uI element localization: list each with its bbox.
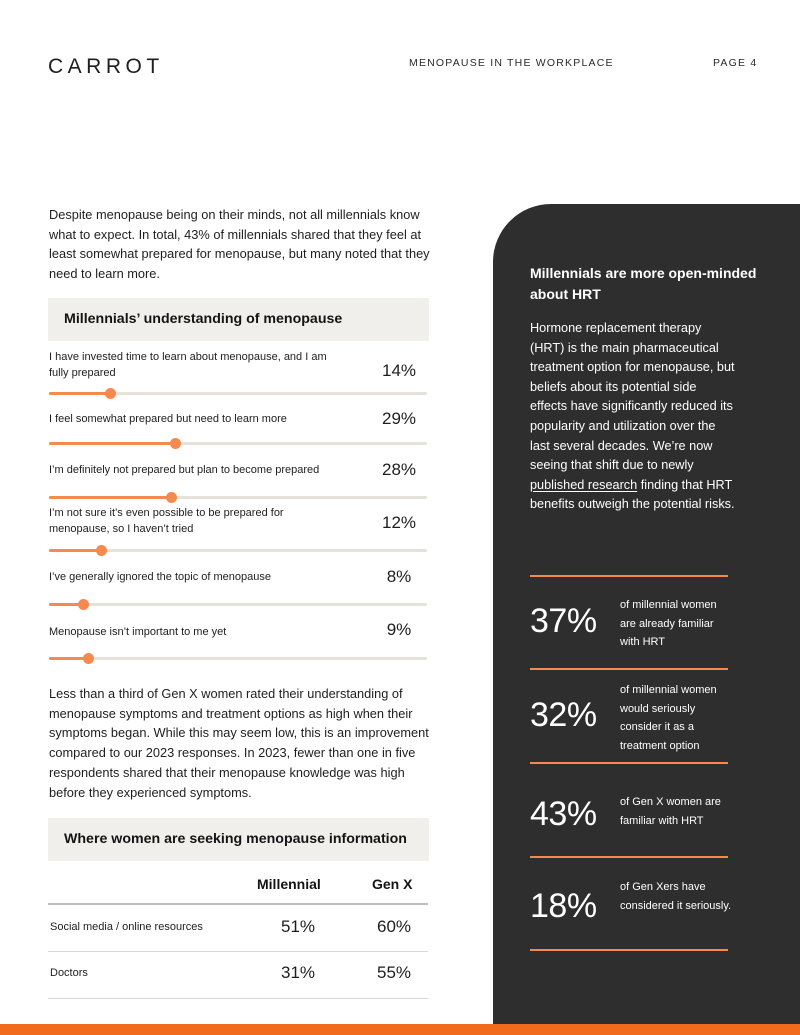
bar-percent: 8% bbox=[386, 567, 412, 586]
column-header-millennial: Millennial bbox=[257, 876, 321, 892]
bar-label: Menopause isn’t important to me yet bbox=[49, 626, 227, 638]
understanding-title: Millennials’ understanding of menopause bbox=[48, 298, 429, 341]
bar-knob bbox=[78, 599, 89, 610]
bar-track bbox=[49, 657, 427, 660]
bar-track bbox=[49, 603, 427, 606]
document-title: MENOPAUSE IN THE WORKPLACE bbox=[409, 57, 614, 69]
stat-description: of Gen X women are familiar with HRT bbox=[620, 796, 721, 827]
bar-track bbox=[49, 442, 427, 445]
sidebar-body bbox=[530, 319, 735, 515]
table-divider bbox=[48, 998, 428, 999]
row-label: Social media / online resources bbox=[50, 921, 203, 933]
bar-fill bbox=[49, 442, 176, 445]
footer-accent-bar bbox=[0, 1024, 800, 1035]
genx-value: 60% bbox=[376, 917, 412, 936]
bar-knob bbox=[105, 388, 116, 399]
sidebar-title: Millennials are more open-minded about HRT bbox=[530, 265, 757, 302]
stat-divider bbox=[530, 856, 728, 858]
stat-divider bbox=[530, 575, 728, 577]
bar-label: I’ve generally ignored the topic of menopause bbox=[49, 571, 271, 583]
bar-knob bbox=[83, 653, 94, 664]
bar-track bbox=[49, 392, 427, 395]
bar-label: I have invested time to learn about menopause, and I am fully prepared bbox=[49, 351, 327, 379]
bar-track bbox=[49, 549, 427, 552]
seeking-title: Where women are seeking menopause information bbox=[48, 818, 429, 861]
stat-description: of Gen Xers have considered it seriously. bbox=[620, 881, 732, 912]
table-divider bbox=[48, 903, 428, 905]
stat-value: 18% bbox=[530, 887, 597, 925]
published-research-link[interactable]: published research bbox=[530, 477, 638, 492]
column-header-genx: Gen X bbox=[372, 876, 413, 892]
page-number: PAGE 4 bbox=[713, 57, 758, 69]
stat-value: 37% bbox=[530, 602, 597, 640]
bar-fill bbox=[49, 392, 110, 395]
sidebar-body-text: finding that HRT benefits outweigh the potential risks. bbox=[530, 477, 735, 512]
bar-label: I’m definitely not prepared but plan to become prepared bbox=[49, 464, 320, 476]
table-row bbox=[48, 952, 428, 998]
stat-divider bbox=[530, 949, 728, 951]
table-row bbox=[48, 906, 428, 952]
bar-fill bbox=[49, 496, 171, 499]
bar-percent: 9% bbox=[386, 620, 412, 639]
stat-value: 32% bbox=[530, 696, 597, 734]
genx-value: 55% bbox=[376, 963, 412, 982]
bar-knob bbox=[96, 545, 107, 556]
bar-label: I’m not sure it’s even possible to be prepared for menopause, so I haven’t tried bbox=[49, 507, 284, 535]
bar-percent: 28% bbox=[381, 460, 417, 479]
stat-description: of millennial women would seriously consider it as a treatment option bbox=[620, 684, 717, 752]
genx-paragraph: Less than a third of Gen X women rated their understanding of menopause symptoms and treatment options as high when their symptoms began. While this may seem low, this is an improvement compared to our 2023 responses. In 2023, fewer than one in five respondents shared that their menopause knowledge was high before they experienced symptoms. bbox=[49, 686, 429, 800]
sidebar-body-text: Hormone replacement therapy (HRT) is the main pharmaceutical treatment option for menopause, but beliefs about its potential side effects have significantly reduced its popularity and utilization over the last several decades. We’re now seeing that shift due to newly bbox=[530, 321, 735, 473]
millennial-value: 51% bbox=[280, 917, 316, 936]
bar-track bbox=[49, 496, 427, 499]
stat-description: of millennial women are already familiar with HRT bbox=[620, 599, 717, 648]
bar-percent: 14% bbox=[381, 361, 417, 380]
intro-paragraph: Despite menopause being on their minds, not all millennials know what to expect. In total, 43% of millennials shared that they feel at least somewhat prepared for menopause, but many noted that they need to learn more. bbox=[49, 207, 430, 282]
bar-label: I feel somewhat prepared but need to learn more bbox=[49, 413, 287, 425]
bar-fill bbox=[49, 549, 101, 552]
stat-value: 43% bbox=[530, 795, 597, 833]
millennial-value: 31% bbox=[280, 963, 316, 982]
stat-divider bbox=[530, 762, 728, 764]
stat-divider bbox=[530, 668, 728, 670]
bar-knob bbox=[166, 492, 177, 503]
row-label: Doctors bbox=[50, 967, 88, 979]
bar-knob bbox=[170, 438, 181, 449]
carrot-logo: CARROT bbox=[48, 55, 164, 78]
bar-percent: 12% bbox=[381, 513, 417, 532]
bar-percent: 29% bbox=[381, 409, 417, 428]
